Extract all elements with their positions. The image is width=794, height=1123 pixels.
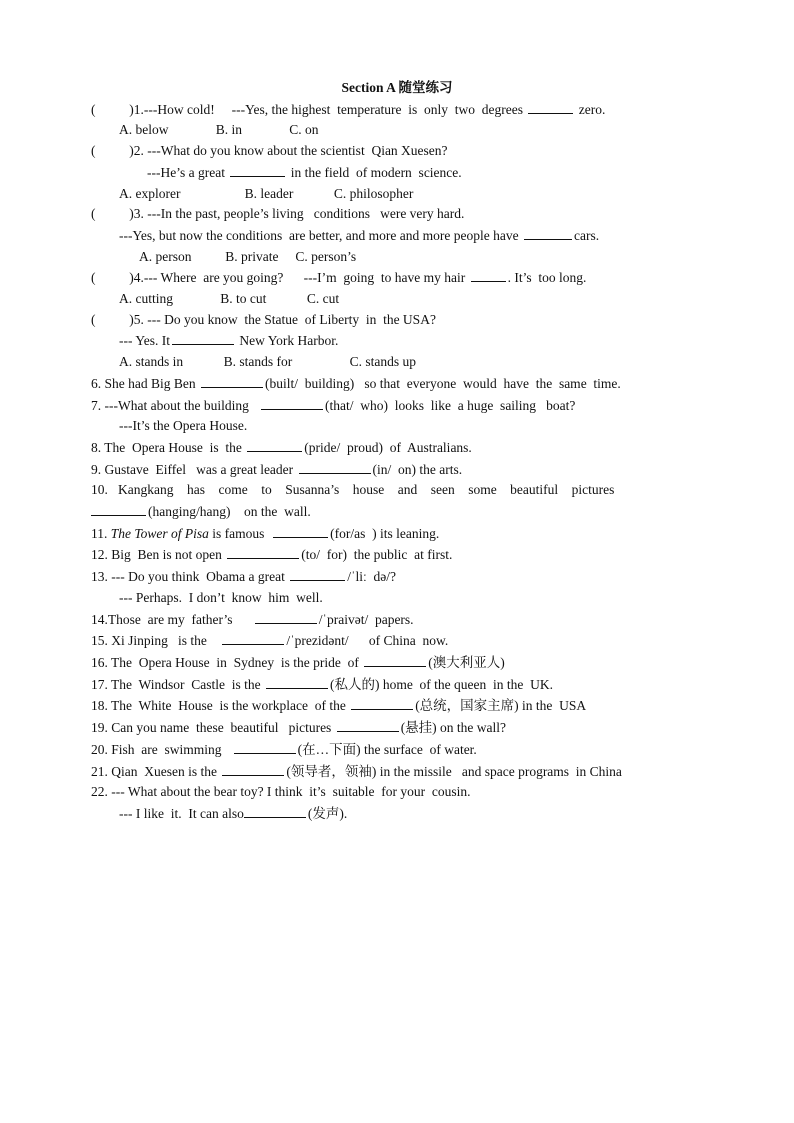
question-15: 15. Xi Jinping is the /ˈprezidənt/ of China now. bbox=[91, 630, 703, 652]
answer-blank[interactable] bbox=[528, 99, 573, 114]
answer-blank[interactable] bbox=[290, 566, 345, 581]
answer-blank[interactable] bbox=[172, 330, 234, 345]
question-20: 20. Fish are swimming (在…下面) the surface of water. bbox=[91, 739, 703, 761]
answer-blank[interactable] bbox=[244, 803, 306, 818]
answer-blank[interactable] bbox=[273, 523, 328, 538]
question-13: 13. --- Do you think Obama a great /ˈliː də/? bbox=[91, 566, 703, 588]
answer-blank[interactable] bbox=[234, 739, 296, 754]
question-10: 10. Kangkang has come to Susanna’s house and seen some beautiful pictures bbox=[91, 482, 615, 498]
question-10-cont: (hanging/hang) on the wall. bbox=[91, 501, 703, 523]
answer-blank[interactable] bbox=[261, 395, 323, 410]
answer-blank[interactable] bbox=[255, 609, 317, 624]
question-6: 6. She had Big Ben (built/ building) so that everyone would have the same time. bbox=[91, 373, 703, 395]
question-19: 19. Can you name these beautiful pictures (悬挂) on the wall? bbox=[91, 717, 703, 739]
question-1: ( )1.---How cold! ---Yes, the highest temperature is only two degrees zero. bbox=[91, 99, 703, 121]
answer-blank[interactable] bbox=[222, 761, 284, 776]
question-14: 14.Those are my father’s /ˈpraivət/ papers. bbox=[91, 609, 703, 631]
answer-blank[interactable] bbox=[471, 267, 506, 282]
worksheet bbox=[91, 78, 703, 825]
answer-blank[interactable] bbox=[227, 544, 299, 559]
question-3-reply: ---Yes, but now the conditions are better, and more and more people have cars. bbox=[91, 225, 703, 247]
question-21: 21. Qian Xuesen is the (领导者，领袖) in the missile and space programs in China bbox=[91, 761, 703, 783]
question-3-options: A. person B. private C. person’s bbox=[139, 248, 357, 264]
question-5-options: A. stands in B. stands for C. stands up bbox=[119, 354, 416, 370]
worksheet-title: Section A 随堂练习 bbox=[341, 80, 453, 95]
question-1-options: A. below B. in C. on bbox=[119, 122, 319, 138]
question-7-reply: ---It’s the Opera House. bbox=[119, 418, 248, 434]
question-4-options: A. cutting B. to cut C. cut bbox=[119, 291, 340, 307]
question-16: 16. The Opera House in Sydney is the pride of (澳大利亚人) bbox=[91, 652, 703, 674]
question-7: 7. ---What about the building (that/ who) looks like a huge sailing boat? bbox=[91, 395, 703, 417]
italic-title: The Tower of Pisa bbox=[110, 525, 209, 541]
question-22: 22. --- What about the bear toy? I think it’s suitable for your cousin. bbox=[91, 784, 471, 800]
answer-blank[interactable] bbox=[230, 162, 285, 177]
answer-blank[interactable] bbox=[201, 373, 263, 388]
answer-blank[interactable] bbox=[222, 630, 284, 645]
answer-blank[interactable] bbox=[524, 225, 572, 240]
question-5: ( )5. --- Do you know the Statue of Liberty in the USA? bbox=[91, 311, 436, 327]
question-13-reply: --- Perhaps. I don’t know him well. bbox=[119, 589, 323, 605]
question-17: 17. The Windsor Castle is the (私人的) home of the queen in the UK. bbox=[91, 674, 703, 696]
question-22-reply: --- I like it. It can also (发声). bbox=[91, 803, 703, 825]
question-11: 11. The Tower of Pisa is famous (for/as ) its leaning. bbox=[91, 523, 703, 545]
question-2: ( )2. ---What do you know about the scientist Qian Xuesen? bbox=[91, 143, 448, 159]
question-9: 9. Gustave Eiffel was a great leader (in/ on) the arts. bbox=[91, 459, 703, 481]
question-4: ( )4.--- Where are you going? ---I’m going to have my hair . It’s too long. bbox=[91, 267, 703, 289]
question-2-reply: ---He’s a great in the field of modern science. bbox=[91, 162, 703, 184]
question-8: 8. The Opera House is the (pride/ proud) of Australians. bbox=[91, 437, 703, 459]
question-2-options: A. explorer B. leader C. philosopher bbox=[119, 185, 414, 201]
answer-blank[interactable] bbox=[247, 437, 302, 452]
question-3: ( )3. ---In the past, people’s living conditions were very hard. bbox=[91, 206, 465, 222]
question-12: 12. Big Ben is not open (to/ for) the public at first. bbox=[91, 544, 703, 566]
answer-blank[interactable] bbox=[364, 652, 426, 667]
answer-blank[interactable] bbox=[337, 717, 399, 732]
answer-blank[interactable] bbox=[299, 459, 371, 474]
answer-blank[interactable] bbox=[266, 674, 328, 689]
answer-blank[interactable] bbox=[91, 501, 146, 516]
answer-blank[interactable] bbox=[351, 695, 413, 710]
question-5-reply: --- Yes. It New York Harbor. bbox=[91, 330, 703, 352]
question-18: 18. The White House is the workplace of the (总统，国家主席) in the USA bbox=[91, 695, 703, 717]
